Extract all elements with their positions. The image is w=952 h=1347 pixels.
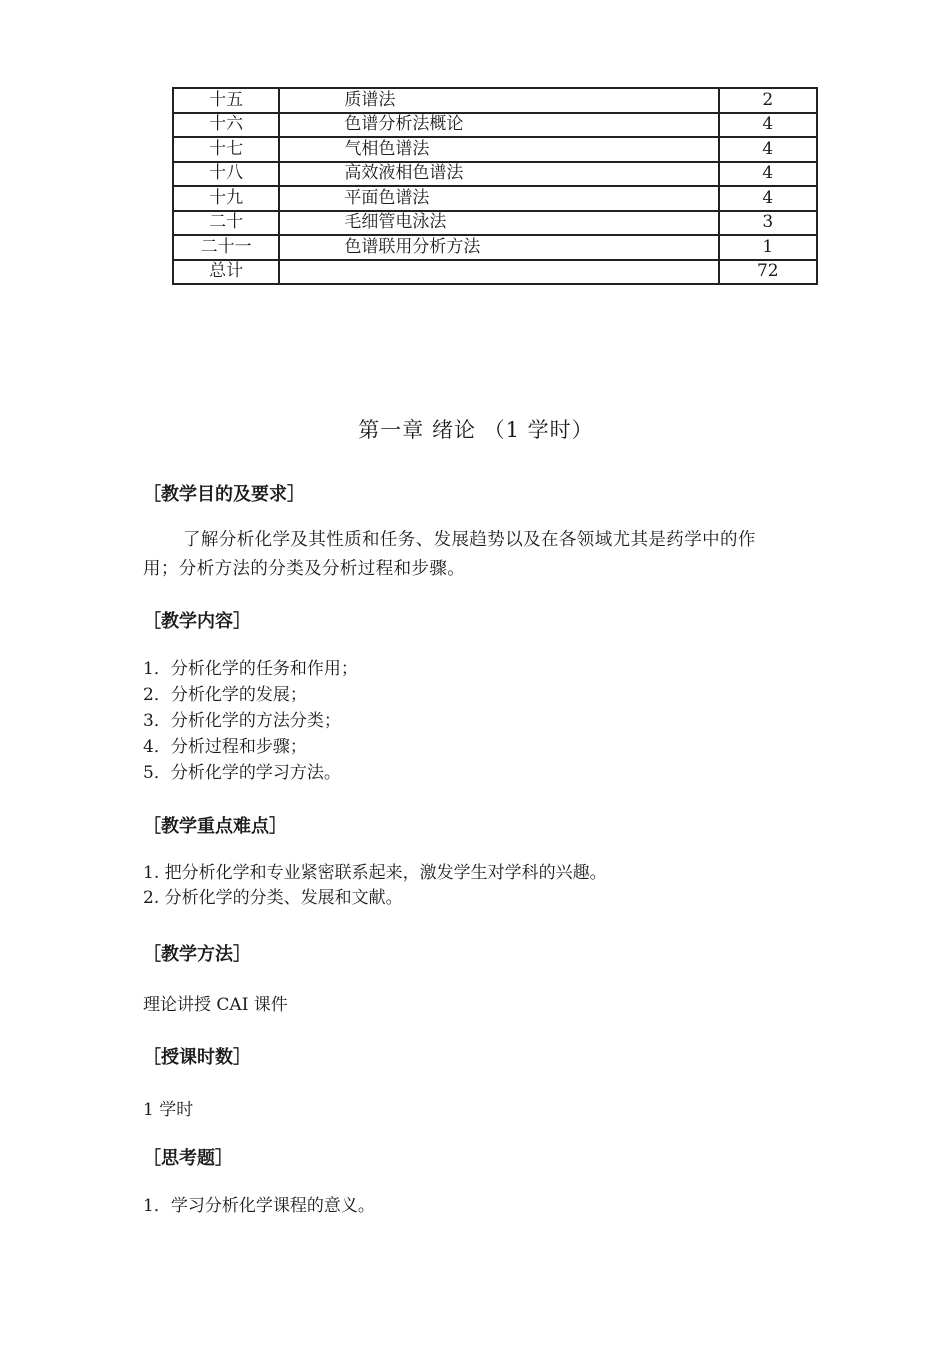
list-item: 2．分析化学的发展； <box>143 685 307 705</box>
questions-list <box>143 1193 375 1219</box>
table-row <box>173 137 817 162</box>
methods-heading: ［教学方法］ <box>143 944 251 965</box>
list-item: 2. 分析化学的分类、发展和文献。 <box>143 888 403 908</box>
chapter-number-cell: 十六 <box>173 113 279 138</box>
table-row <box>173 88 817 113</box>
questions-heading: ［思考题］ <box>143 1148 233 1169</box>
methods-text: 理论讲授 CAI 课件 <box>143 995 288 1015</box>
total-hours-cell: 72 <box>719 260 817 285</box>
chapter-number-cell: 二十一 <box>173 235 279 260</box>
topic-cell <box>279 260 718 285</box>
topic-cell: 高效液相色谱法 <box>279 162 718 187</box>
table-row <box>173 211 817 236</box>
content-heading: ［教学内容］ <box>143 611 251 632</box>
content-list <box>143 656 358 786</box>
chapter-number-cell: 十五 <box>173 88 279 113</box>
hours-cell: 2 <box>719 88 817 113</box>
topic-cell: 气相色谱法 <box>279 137 718 162</box>
key-points-list <box>143 861 607 911</box>
key-points-heading: ［教学重点难点］ <box>143 816 287 837</box>
objectives-line-1: 了解分析化学及其性质和任务、发展趋势以及在各领域尤其是药学中的作 <box>183 530 756 550</box>
hours-text: 1 学时 <box>143 1100 194 1120</box>
table-row <box>173 235 817 260</box>
hours-cell: 4 <box>719 186 817 211</box>
table-row <box>173 113 817 138</box>
list-item: 1．学习分析化学课程的意义。 <box>143 1196 375 1216</box>
list-item: 1．分析化学的任务和作用； <box>143 659 358 679</box>
hours-cell: 3 <box>719 211 817 236</box>
topic-cell: 平面色谱法 <box>279 186 718 211</box>
hours-cell: 1 <box>719 235 817 260</box>
list-item: 4．分析过程和步骤； <box>143 737 307 757</box>
objectives-paragraph <box>143 526 813 584</box>
chapter-title: 第一章 绪论 （1 学时） <box>358 418 594 442</box>
chapter-number-cell: 十九 <box>173 186 279 211</box>
topic-cell: 毛细管电泳法 <box>279 211 718 236</box>
course-hours-table <box>172 87 818 285</box>
chapter-number-cell: 二十 <box>173 211 279 236</box>
hours-cell: 4 <box>719 113 817 138</box>
list-item: 1. 把分析化学和专业紧密联系起来，激发学生对学科的兴趣。 <box>143 863 607 883</box>
list-item: 3．分析化学的方法分类； <box>143 711 341 731</box>
hours-cell: 4 <box>719 137 817 162</box>
hours-cell: 4 <box>719 162 817 187</box>
topic-cell: 质谱法 <box>279 88 718 113</box>
chapter-number-cell: 十七 <box>173 137 279 162</box>
table-total-row <box>173 260 817 285</box>
objectives-line-2: 用；分析方法的分类及分析过程和步骤。 <box>143 559 466 579</box>
hours-heading: ［授课时数］ <box>143 1047 251 1068</box>
topic-cell: 色谱联用分析方法 <box>279 235 718 260</box>
table-row <box>173 186 817 211</box>
objectives-heading: ［教学目的及要求］ <box>143 484 305 505</box>
total-label-cell: 总计 <box>173 260 279 285</box>
chapter-number-cell: 十八 <box>173 162 279 187</box>
table-row <box>173 162 817 187</box>
list-item: 5．分析化学的学习方法。 <box>143 763 341 783</box>
topic-cell: 色谱分析法概论 <box>279 113 718 138</box>
